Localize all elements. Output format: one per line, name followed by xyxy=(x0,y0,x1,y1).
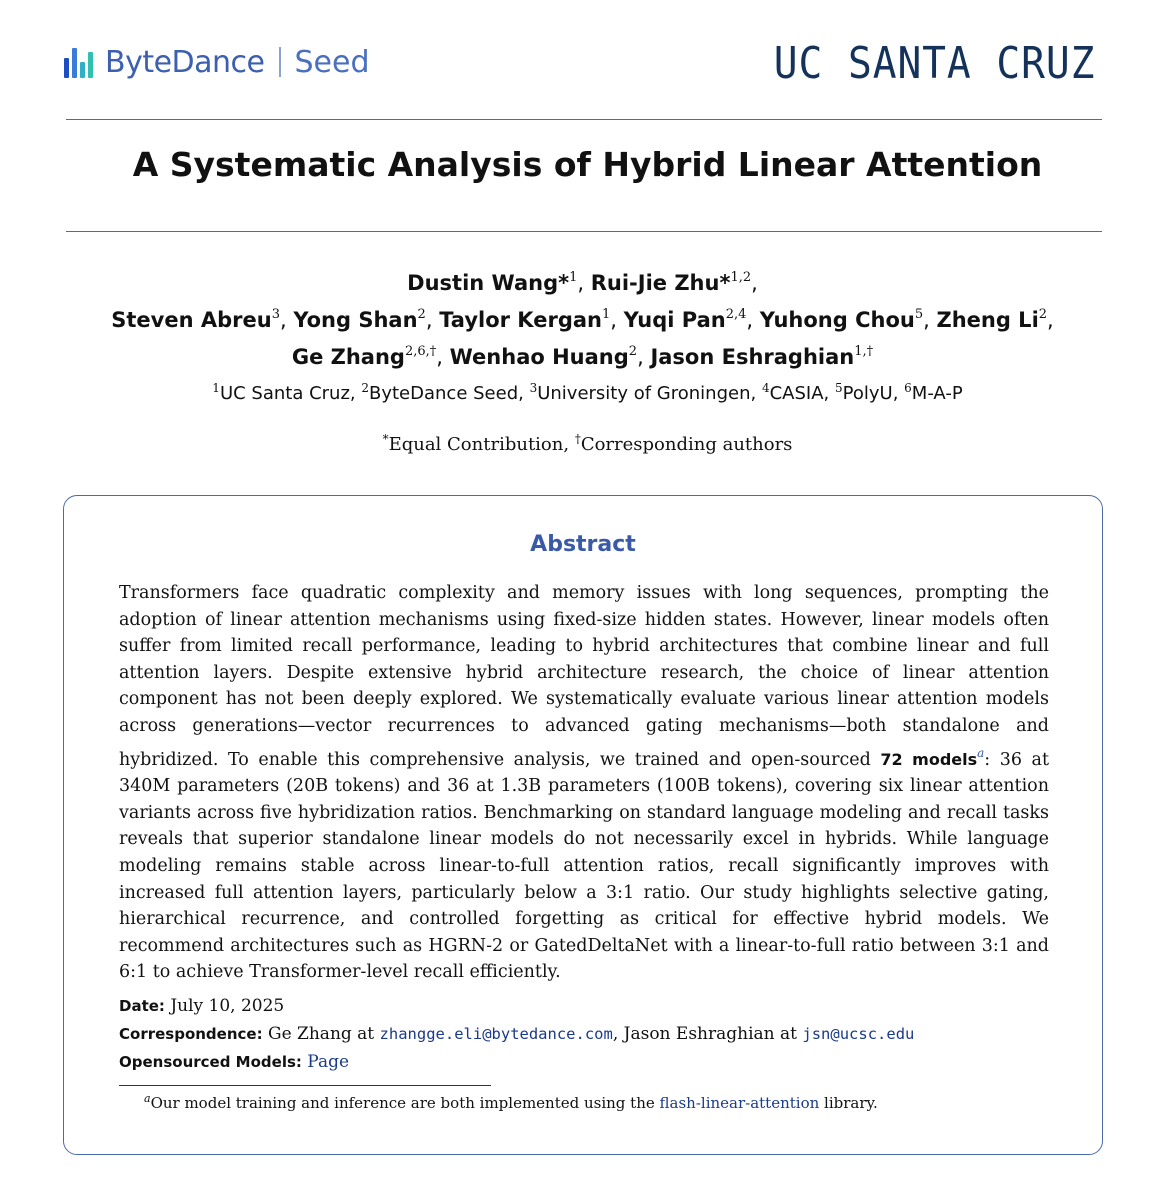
author: Taylor Kergan$^1$ xyxy=(439,307,611,332)
author: Dustin Wang*$^1$ xyxy=(407,270,578,295)
bytedance-seed-logo xyxy=(64,40,370,84)
models-line xyxy=(119,1052,1049,1072)
author: Zheng Li$^2$ xyxy=(936,307,1048,332)
title-rule xyxy=(66,231,1102,232)
author-line-1: Dustin Wang*$^1$, Rui-Jie Zhu*$^{1,2}$, xyxy=(407,270,758,295)
author: Ge Zhang$^{2,6,\dagger}$ xyxy=(291,344,437,369)
top-rule xyxy=(66,119,1102,120)
fla-library-link[interactable]: flash-linear-attention xyxy=(659,1094,820,1112)
logo-divider xyxy=(279,47,281,77)
author: Jason Eshraghian$^{1,\dagger}$ xyxy=(650,344,874,369)
author: Steven Abreu$^3$ xyxy=(111,307,280,332)
header xyxy=(0,0,1175,120)
bytedance-bars-icon xyxy=(64,46,93,78)
models-count: 72 models xyxy=(880,749,978,769)
paper-title: A Systematic Analysis of Hybrid Linear Attention xyxy=(132,145,1043,184)
footnote: $^a$Our model training and inference are both implemented using the flash-linear-attention library. xyxy=(144,1092,878,1112)
author: Yong Shan$^2$ xyxy=(293,307,426,332)
author: Yuhong Chou$^5$ xyxy=(759,307,924,332)
author-line-2: Steven Abreu$^3$, Yong Shan$^2$, Taylor Kergan$^1$, Yuqi Pan$^{2,4}$, Yuhong Chou$^5$, Zheng Li$^2$, xyxy=(111,307,1054,332)
author-line-3: Ge Zhang$^{2,6,\dagger}$, Wenhao Huang$^2$, Jason Eshraghian$^{1,\dagger}$ xyxy=(291,344,874,369)
correspondence-label: Correspondence: xyxy=(119,1025,263,1043)
author: Rui-Jie Zhu*$^{1,2}$ xyxy=(590,270,752,295)
author: Wenhao Huang$^2$ xyxy=(449,344,638,369)
models-label: Opensourced Models: xyxy=(119,1053,302,1071)
bytedance-wordmark: ByteDance xyxy=(105,44,265,80)
email-link-zhangge[interactable]: zhangge.eli@bytedance.com xyxy=(379,1025,613,1043)
author-list xyxy=(40,262,1125,373)
contribution-note: *Equal Contribution, †Corresponding authors xyxy=(382,432,793,455)
abstract-heading: Abstract xyxy=(530,532,636,557)
footnote-rule xyxy=(119,1085,491,1086)
correspondence-line: Correspondence: Ge Zhang at zhangge.eli@bytedance.com, Jason Eshraghian at jsn@ucsc.edu xyxy=(119,1024,915,1044)
date-label: Date: xyxy=(119,997,165,1015)
seed-wordmark: Seed xyxy=(294,44,370,80)
date-line xyxy=(119,996,1049,1016)
ucsc-logo: UC SANTA CRUZ xyxy=(773,38,1095,89)
author: Yuqi Pan$^{2,4}$ xyxy=(623,307,747,332)
abstract-text: Transformers face quadratic complexity and memory issues with long sequences, prompting the adoption of linear attention mechanisms using fixed-size hidden states. However, linear models often suffer from limited recall performance, leading to hybrid architectures that combine linear and full attention layers. Despite extensive hybrid architecture research, the choice of linear attention component has not been deeply explored. We systematically evaluate various linear attention models across generations—vector recurrences to advanced gating mechanisms—both standalone and hybridized. To enable this comprehensive analysis, we trained and open-sourced 72 models$^a$: 36 at 340M parameters (20B tokens) and 36 at 1.3B parameters (100B tokens), covering six linear attention variants across five hybridization ratios. Benchmarking on standard language modeling and recall tasks reveals that superior standalone linear models do not necessarily excel in hybrids. While language modeling remains stable across linear-to-full attention ratios, recall significantly improves with increased full attention layers, particularly below a 3:1 ratio. Our study highlights selective gating, hierarchical recurrence, and controlled forgetting as critical for effective hybrid models. We recommend architectures such as HGRN-2 or GatedDeltaNet with a linear-to-full ratio between 3:1 and 6:1 to achieve Transformer-level recall efficiently. xyxy=(119,583,1049,983)
date-value: July 10, 2025 xyxy=(170,996,285,1016)
abstract-box xyxy=(63,495,1103,1155)
affiliations: $^1$UC Santa Cruz, $^2$ByteDance Seed, $^3$University of Groningen, $^4$CASIA, $^5$PolyU, $^6$M-A-P xyxy=(212,381,963,404)
models-page-link[interactable]: Page xyxy=(307,1052,350,1072)
footnote-ref-link[interactable]: a xyxy=(977,745,985,760)
email-link-jsn[interactable]: jsn@ucsc.edu xyxy=(802,1025,915,1043)
